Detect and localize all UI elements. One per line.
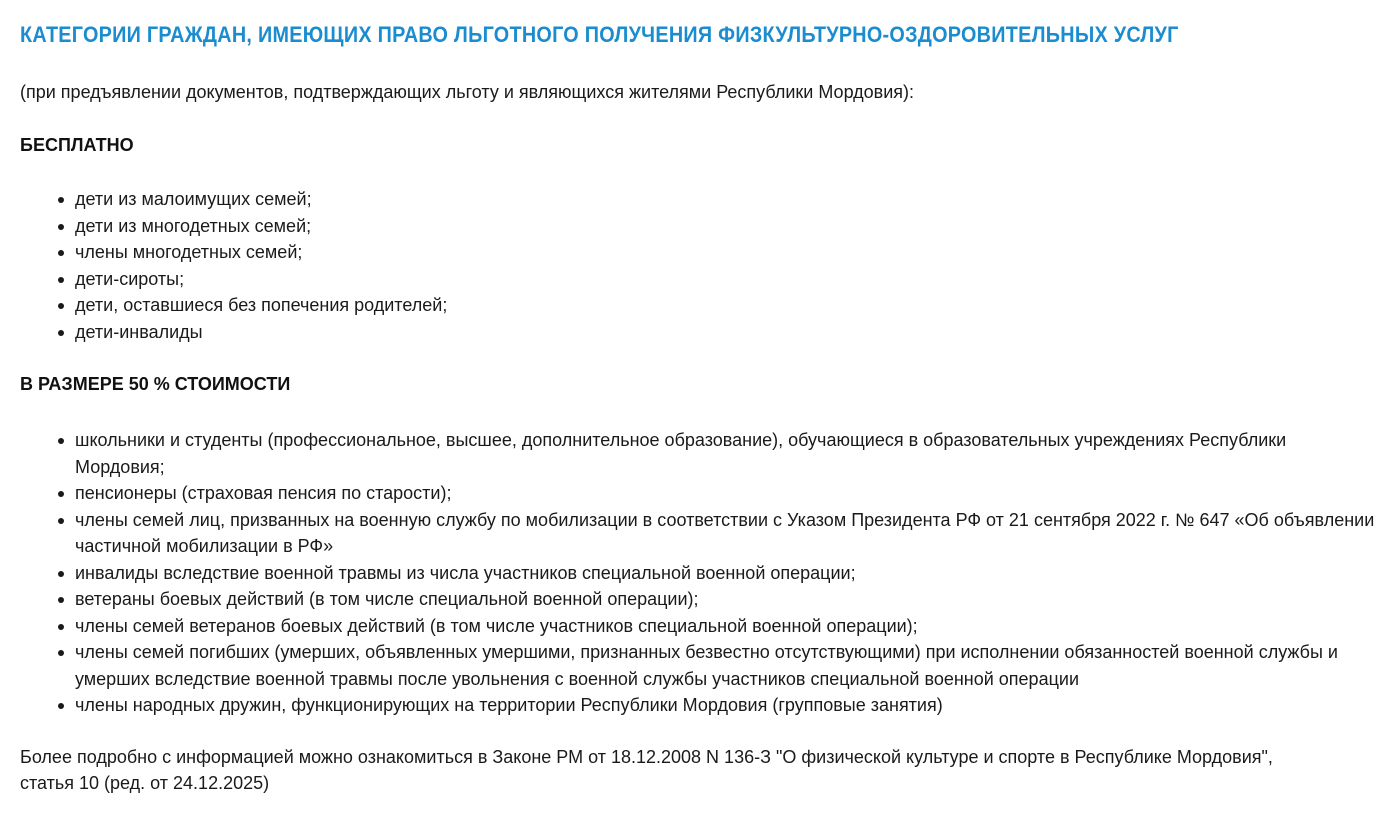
bullet-icon: [58, 197, 64, 203]
bullet-icon: [58, 250, 64, 256]
discount-section-heading: В РАЗМЕРЕ 50 % СТОИМОСТИ: [20, 374, 291, 394]
list-item: [75, 480, 1376, 507]
bullet-icon: [58, 303, 64, 309]
list-item-text: инвалиды вследствие военной травмы из числа участников специальной военной операции;: [75, 562, 856, 583]
list-item-text: члены семей лиц, призванных на военную службу по мобилизации в соответствии с Указом Президента РФ от 21 сентября 2022 г. № 647 «Об объявлении частичной мобилизации в РФ»: [75, 509, 1375, 556]
list-item: [75, 427, 1376, 480]
list-item-text: дети, оставшиеся без попечения родителей;: [75, 295, 448, 315]
bullet-icon: [58, 650, 64, 656]
bullet-icon: [58, 491, 64, 497]
bullet-icon: [58, 277, 64, 283]
bullet-icon: [58, 330, 64, 336]
bullet-icon: [58, 224, 64, 230]
list-item-text: члены народных дружин, функционирующих на территории Республики Мордовия (групповые занятия): [75, 695, 943, 715]
list-item: [75, 266, 1376, 293]
list-item: [75, 613, 1376, 640]
list-item-text: члены многодетных семей;: [75, 242, 303, 262]
list-item: [75, 292, 1376, 319]
list-item: [75, 213, 1376, 240]
bullet-icon: [58, 597, 64, 603]
free-section-heading: БЕСПЛАТНО: [20, 135, 134, 155]
list-item-text: члены семей погибших (умерших, объявленных умершими, признанных безвестно отсутствующими) при исполнении обязанностей военной службы и умерших вследствие военной травмы после увольнения с военной службы участников специальной военной операции: [75, 642, 1338, 689]
list-item-text: дети-инвалиды: [75, 321, 203, 342]
free-benefits-list: [20, 186, 1376, 345]
bullet-icon: [58, 571, 64, 577]
list-item-text: дети-сироты;: [75, 268, 185, 289]
list-item-text: дети из многодетных семей;: [75, 215, 312, 236]
list-item: [75, 507, 1376, 560]
bullet-icon: [58, 518, 64, 524]
intro-text: (при предъявлении документов, подтверждающих льготу и являющихся жителями Республики Мордовия):: [20, 82, 915, 102]
list-item: [75, 560, 1376, 587]
list-item: [75, 639, 1376, 692]
bullet-icon: [58, 703, 64, 709]
footer-note: Более подробно с информацией можно ознакомиться в Законе РМ от 18.12.2008 N 136-З "О физической культуре и спорте в Республике Мордовия", статья 10 (ред. от 24.12.2025): [20, 747, 1273, 793]
list-item-text: пенсионеры (страховая пенсия по старости);: [75, 483, 452, 503]
list-item-text: школьники и студенты (профессиональное, высшее, дополнительное образование), обучающиеся в образовательных учреждениях Республики Мордовия;: [75, 430, 1287, 477]
list-item-text: члены семей ветеранов боевых действий (в том числе участников специальной военной операции);: [75, 615, 918, 636]
list-item: [75, 186, 1376, 213]
bullet-icon: [58, 438, 64, 444]
list-item: [75, 586, 1376, 613]
discount-benefits-list: [20, 427, 1376, 719]
bullet-icon: [58, 624, 64, 630]
list-item-text: ветераны боевых действий (в том числе специальной военной операции);: [75, 589, 699, 609]
list-item: [75, 692, 1376, 719]
page-title: КАТЕГОРИИ ГРАЖДАН, ИМЕЮЩИХ ПРАВО ЛЬГОТНОГО ПОЛУЧЕНИЯ ФИЗКУЛЬТУРНО-ОЗДОРОВИТЕЛЬНЫХ УСЛУГ: [20, 22, 1179, 47]
list-item-text: дети из малоимущих семей;: [75, 189, 312, 209]
list-item: [75, 239, 1376, 266]
list-item: [75, 319, 1376, 346]
